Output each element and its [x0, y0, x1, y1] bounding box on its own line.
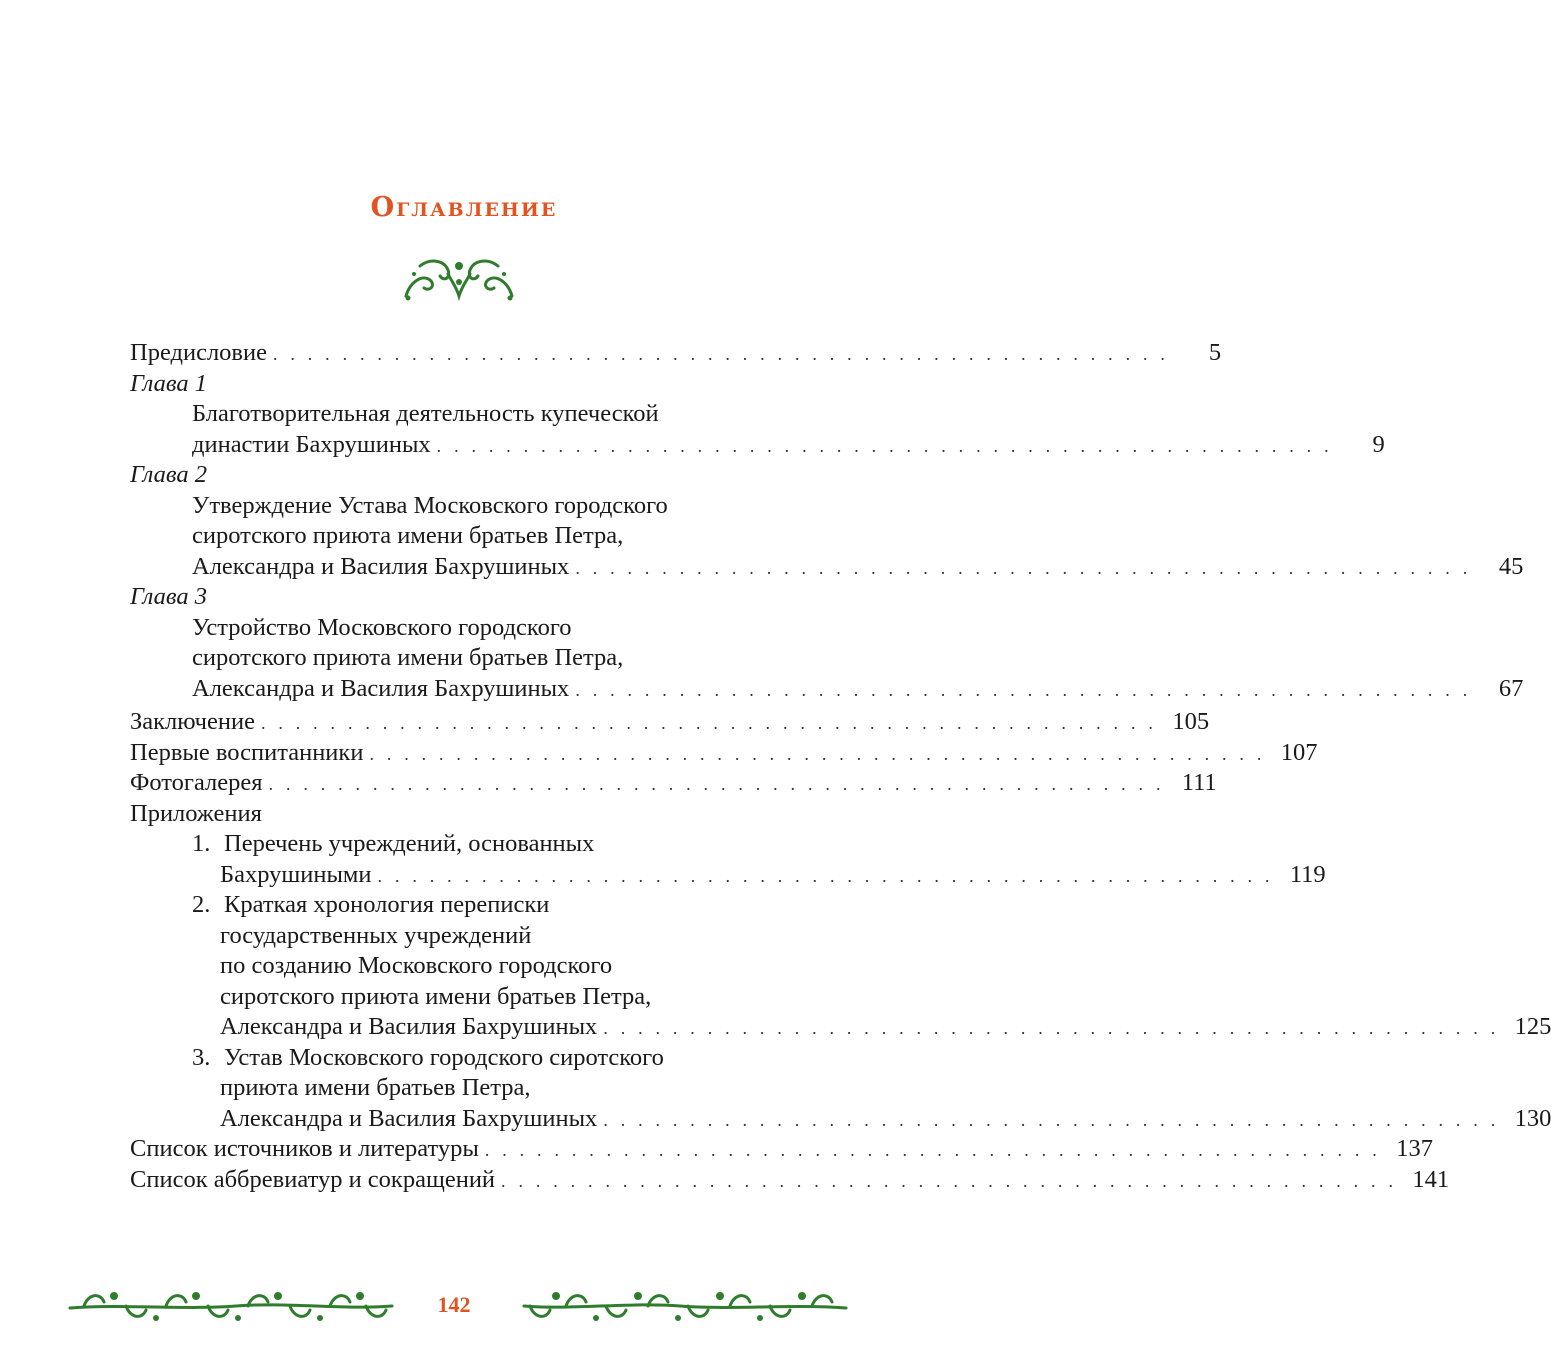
- toc-entry-chapter-3-cont[interactable]: [130, 674, 1524, 705]
- toc-entry-appendix-1-cont[interactable]: [130, 860, 1326, 891]
- toc-page-number: 45: [1498, 552, 1524, 580]
- toc-entry-appendix-3[interactable]: [130, 1043, 785, 1074]
- toc-entry-chapter-2[interactable]: [130, 491, 785, 522]
- toc-page-number: 105: [1172, 708, 1210, 735]
- toc-entry-appendix-3-cont[interactable]: [130, 1104, 1551, 1135]
- toc-entry-label: сиротского приюта имени братьев Петра,: [192, 522, 624, 549]
- toc-entry-chapter-1-cont[interactable]: [130, 430, 1385, 461]
- toc-entry-label: Заключение: [130, 708, 255, 735]
- toc-page-number: 137: [1396, 1135, 1433, 1162]
- toc-entry-label: Устройство Московского городского: [192, 613, 572, 641]
- toc-entry-chapter-3[interactable]: [130, 613, 785, 644]
- toc-entry-first-pupils[interactable]: [130, 738, 1318, 769]
- toc-entry-appendix-3-cont[interactable]: [130, 1073, 785, 1104]
- toc-entry-label: по созданию Московского городского: [220, 952, 613, 979]
- leader-dots: . . . . . . . . . . . . . . . . . . . . . . . . . . . . . . . . . . . . . . . . . . . . . . . . . . . .: [575, 557, 1472, 578]
- leader-dots: . . . . . . . . . . . . . . . . . . . . . . . . . . . . . . . . . . . . . . . . . . . . . . . . . . . .: [603, 1109, 1500, 1130]
- page-number: 142: [437, 1292, 471, 1317]
- toc-entry-appendix-2-cont[interactable]: [130, 921, 785, 952]
- toc-entry-label: сиротского приюта имени братьев Петра,: [192, 644, 624, 671]
- toc-entry-label: приюта имени братьев Петра,: [220, 1074, 531, 1101]
- appendix-number: 3.: [192, 1043, 211, 1071]
- toc-page-number: 141: [1412, 1165, 1450, 1193]
- toc-entry-label: Приложения: [130, 799, 262, 827]
- table-of-contents: [130, 338, 1551, 1195]
- toc-page-number: 5: [1208, 339, 1222, 366]
- toc-entry-appendix-2[interactable]: [130, 890, 785, 921]
- toc-entry-sources[interactable]: [130, 1134, 1433, 1165]
- leader-dots: . . . . . . . . . . . . . . . . . . . . . . . . . . . . . . . . . . . . . . . . . . . . . . . . . . . .: [268, 774, 1165, 794]
- toc-entry-label: Александра и Василия Бахрушиных: [192, 674, 570, 702]
- toc-entry-appendix-2-cont[interactable]: [130, 982, 785, 1013]
- page-title: Оглавление: [370, 192, 558, 223]
- toc-page-number: 107: [1280, 738, 1318, 766]
- toc-entry-label: династии Бахрушиных: [192, 430, 431, 458]
- toc-page-number: 130: [1514, 1104, 1551, 1132]
- toc-entry-label: Александра и Василия Бахрушиных: [192, 552, 570, 580]
- appendix-number: 2.: [192, 891, 211, 918]
- toc-entry-label: Перечень учреждений, основанных: [224, 830, 595, 857]
- leader-dots: . . . . . . . . . . . . . . . . . . . . . . . . . . . . . . . . . . . . . . . . . . . . . . . . . . . .: [436, 435, 1333, 456]
- toc-entry-appendix-2-cont[interactable]: [130, 951, 785, 982]
- toc-page-number: 67: [1498, 674, 1524, 702]
- toc-entry-abbreviations[interactable]: [130, 1165, 1450, 1196]
- toc-section-appendices: [130, 799, 785, 830]
- toc-entry-photo-gallery[interactable]: [130, 768, 1217, 799]
- toc-entry-label: Благотворительная деятельность купеческой: [192, 400, 659, 427]
- toc-entry-label: Александра и Василия Бахрушиных: [220, 1104, 598, 1132]
- leader-dots: . . . . . . . . . . . . . . . . . . . . . . . . . . . . . . . . . . . . . . . . . . . . . . . . . . . .: [603, 1018, 1500, 1038]
- leader-dots: . . . . . . . . . . . . . . . . . . . . . . . . . . . . . . . . . . . . . . . . . . . . . . . . . . . .: [484, 1140, 1381, 1160]
- toc-entry-chapter-3-cont[interactable]: [130, 643, 785, 674]
- toc-entry-chapter-1[interactable]: [130, 399, 785, 430]
- leader-dots: . . . . . . . . . . . . . . . . . . . . . . . . . . . . . . . . . . . . . . . . . . . . . . . . . . . .: [377, 865, 1274, 886]
- toc-page-number: 9: [1372, 430, 1385, 458]
- leader-dots: . . . . . . . . . . . . . . . . . . . . . . . . . . . . . . . . . . . . . . . . . . . . . . . . . . . .: [575, 679, 1472, 700]
- toc-entry-chapter-2-cont[interactable]: [130, 552, 1524, 583]
- appendix-number: 1.: [192, 830, 211, 857]
- toc-entry-conclusion[interactable]: [130, 707, 1210, 738]
- toc-entry-appendix-1[interactable]: [130, 829, 785, 860]
- toc-entry-label: Предисловие: [130, 339, 267, 366]
- toc-entry-label: государственных учреждений: [220, 921, 532, 949]
- chapter-label: Глава 2: [130, 461, 207, 488]
- toc-entry-label: Список источников и литературы: [130, 1135, 479, 1162]
- chapter-label: Глава 3: [130, 583, 207, 610]
- toc-entry-appendix-2-cont[interactable]: [130, 1012, 1551, 1043]
- leader-dots: . . . . . . . . . . . . . . . . . . . . . . . . . . . . . . . . . . . . . . . . . . . . . . . . . . . .: [260, 713, 1158, 733]
- leader-dots: . . . . . . . . . . . . . . . . . . . . . . . . . . . . . . . . . . . . . . . . . . . . . . . . . . . .: [501, 1170, 1398, 1191]
- title-ornament-icon: [400, 252, 518, 302]
- toc-entry-chapter-2-cont[interactable]: [130, 521, 785, 552]
- toc-page-number: 119: [1289, 860, 1326, 888]
- toc-entry-label: Утверждение Устава Московского городского: [192, 491, 668, 519]
- toc-entry-label: Краткая хронология переписки: [224, 891, 550, 918]
- chapter-label: Глава 1: [130, 369, 207, 397]
- toc-entry-label: Устав Московского городского сиротского: [224, 1043, 664, 1071]
- leader-dots: . . . . . . . . . . . . . . . . . . . . . . . . . . . . . . . . . . . . . . . . . . . . . . . . . . . .: [272, 344, 1170, 364]
- footer-ornament-left-icon: [66, 1280, 396, 1330]
- toc-entry-label: Первые воспитанники: [130, 738, 364, 766]
- toc-entry-label: Бахрушиными: [220, 860, 372, 888]
- leader-dots: . . . . . . . . . . . . . . . . . . . . . . . . . . . . . . . . . . . . . . . . . . . . . . . . . . . .: [369, 743, 1266, 764]
- toc-page-number: 111: [1181, 769, 1217, 796]
- toc-entry-label: Александра и Василия Бахрушиных: [220, 1013, 598, 1040]
- toc-entry-preface[interactable]: [130, 338, 1222, 369]
- footer-ornament-right-icon: [520, 1280, 850, 1330]
- toc-page-number: 125: [1514, 1013, 1551, 1040]
- toc-entry-label: сиротского приюта имени братьев Петра,: [220, 982, 652, 1010]
- toc-entry-label: Список аббревиатур и сокращений: [130, 1165, 496, 1193]
- toc-entry-label: Фотогалерея: [130, 769, 263, 796]
